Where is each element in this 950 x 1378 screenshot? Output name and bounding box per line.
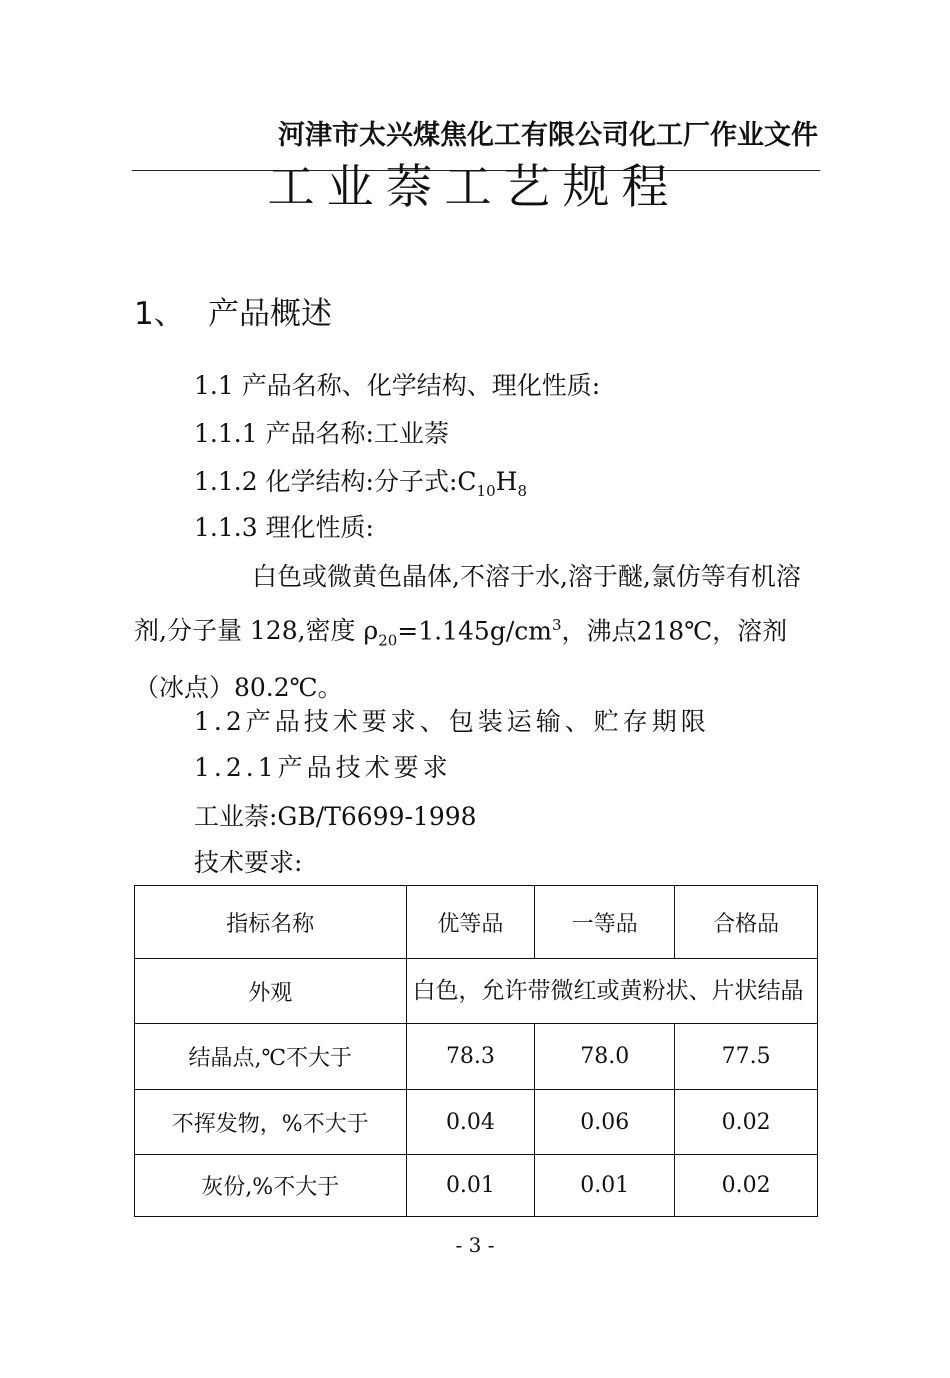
chemical-structure-line	[194, 462, 527, 511]
section-number: 1、	[134, 296, 185, 332]
formula-subscript-h: 8	[517, 482, 527, 500]
row-label: 不挥发物，%不大于	[135, 1090, 407, 1155]
appearance-value: 白色，允许带微红或黄粉状、片状结晶	[406, 959, 817, 1024]
table-row	[135, 1090, 818, 1155]
density-subscript: 20	[378, 631, 398, 650]
header-cell: 指标名称	[135, 886, 407, 959]
subsection-1-2-1-heading: 1.2.1产品技术要求	[194, 753, 452, 782]
properties-text-2: =1.145g/cm	[397, 616, 552, 646]
formula-h: H	[495, 467, 518, 496]
standard-line: 工业萘:GB/T6699-1998	[194, 802, 477, 831]
header-cell: 一等品	[535, 886, 675, 959]
table-cell: 78.0	[535, 1024, 675, 1090]
properties-paragraph	[134, 553, 816, 712]
properties-text-1: 白色或微黄色晶体,不溶于水,溶于醚,氯仿等有机溶剂,分子量 128,密度 ρ	[134, 562, 801, 646]
properties-text-3: ，沸点218℃，溶剂（冰点）80.2℃。	[134, 616, 788, 703]
subsection-1-1-heading: 1.1 产品名称、化学结构、理化性质:	[194, 371, 601, 400]
section-heading	[134, 292, 332, 336]
table-row	[135, 959, 818, 1024]
formula-subscript-c: 10	[476, 482, 496, 500]
properties-heading: 1.1.3 理化性质:	[194, 513, 374, 542]
table-cell: 0.01	[535, 1155, 675, 1217]
formula-label: 1.1.2 化学结构:分子式:C	[194, 467, 477, 496]
table-row	[135, 1155, 818, 1217]
section-title: 产品概述	[208, 296, 332, 332]
table-cell: 0.06	[535, 1090, 675, 1155]
document-title: 工业萘工艺规程	[267, 160, 681, 215]
table-row	[135, 1024, 818, 1090]
product-name-line: 1.1.1 产品名称:工业萘	[194, 419, 449, 448]
table-cell: 0.04	[406, 1090, 535, 1155]
density-superscript: 3	[551, 616, 562, 634]
company-header: 河津市太兴煤焦化工有限公司化工厂作业文件	[278, 120, 818, 151]
row-label: 灰份,%不大于	[135, 1155, 407, 1217]
table-header-row	[135, 886, 818, 959]
header-cell: 合格品	[675, 886, 818, 959]
subsection-1-2-heading: 1.2产品技术要求、包装运输、贮存期限	[194, 707, 710, 736]
row-label: 外观	[135, 959, 407, 1024]
requirements-label: 技术要求:	[194, 848, 303, 877]
table-cell: 0.02	[675, 1155, 818, 1217]
table-cell: 0.02	[675, 1090, 818, 1155]
header-cell: 优等品	[406, 886, 535, 959]
row-label: 结晶点,℃不大于	[135, 1024, 407, 1090]
table-cell: 77.5	[675, 1024, 818, 1090]
page-number: - 3 -	[455, 1233, 495, 1257]
table-cell: 0.01	[406, 1155, 535, 1217]
table-cell: 78.3	[406, 1024, 535, 1090]
spec-table	[134, 885, 818, 1217]
